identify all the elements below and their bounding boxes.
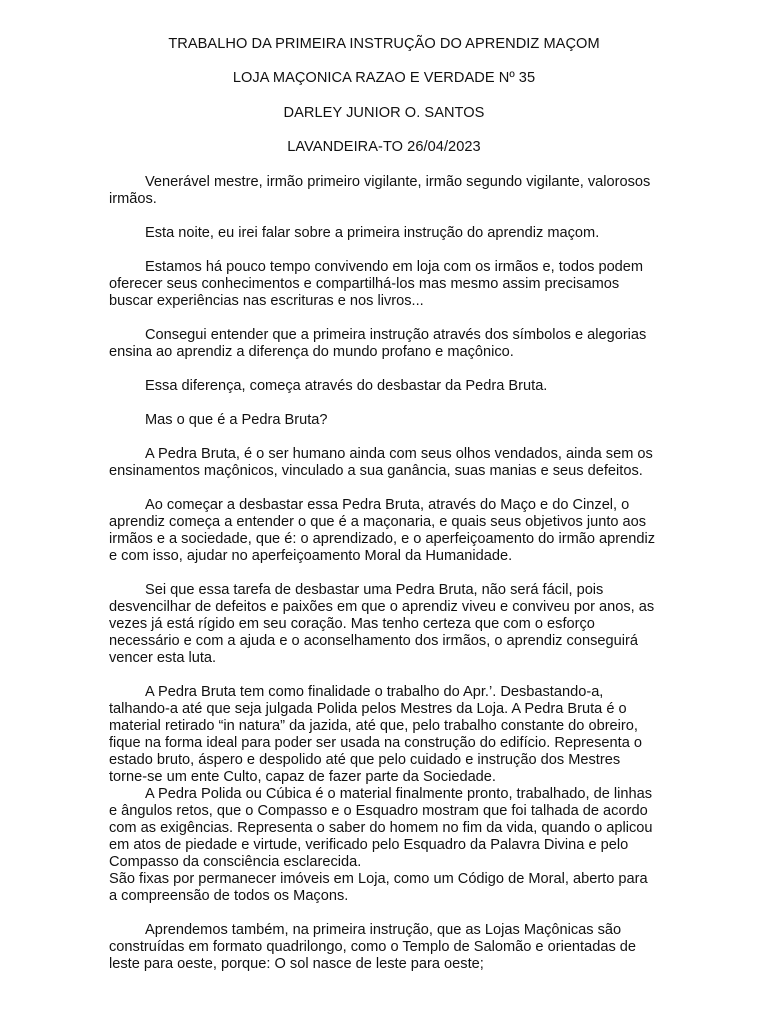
paragraph-fixed-jewels: São fixas por permanecer imóveis em Loja, como um Código de Moral, aberto para a compreensão de todos os Maçons. — [109, 871, 648, 904]
paragraph-difference: Essa diferença, começa através do desbastar da Pedra Bruta. — [145, 378, 548, 394]
paragraph-living-in-lodge: Estamos há pouco tempo convivendo em loja com os irmãos e, todos podem oferecer seus conhecimentos e compartilhá-los mas mesmo assim precisamos buscar experiências nas escrituras e nos livros... — [109, 259, 644, 309]
paragraph-greeting: Venerável mestre, irmão primeiro vigilante, irmão segundo vigilante, valorosos irmãos. — [109, 174, 651, 207]
paragraph-rough-stone-purpose: A Pedra Bruta tem como finalidade o trabalho do Apr.’. Desbastando-a, talhando-a até que seja julgada Polida pelos Mestres da Loja. A Pedra Bruta é o material retirado “in natura” da jazida, até que, pelo trabalho constante do obreiro, fique na forma ideal para poder ser usada na construção do edifício. Representa o estado bruto, áspero e despolido até que pelo cuidado e instrução dos Mestres torne-se um ente Culto, capaz de fazer parte da Sociedade. — [109, 684, 643, 785]
paragraph-intro: Esta noite, eu irei falar sobre a primeira instrução do aprendiz maçom. — [145, 225, 600, 241]
author-name: DARLEY JUNIOR O. SANTOS — [283, 105, 485, 121]
paragraph-polished-stone: A Pedra Polida ou Cúbica é o material finalmente pronto, trabalhado, de linhas e ângulos retos, que o Compasso e o Esquadro mostram que foi talhada de acordo com as exigências. Representa o saber do homem no fim da vida, quando o aplicou em atos de piedade e virtude, verificado pelo Esquadro da Palavra Divina e pelo Compasso da consciência esclarecida. — [109, 786, 653, 870]
lodge-name: LOJA MAÇONICA RAZAO E VERDADE Nº 35 — [232, 70, 536, 86]
document-title: TRABALHO DA PRIMEIRA INSTRUÇÃO DO APRENDIZ MAÇOM — [168, 36, 600, 52]
document-body — [109, 174, 657, 973]
paragraph-rough-stone-definition: A Pedra Bruta, é o ser humano ainda com seus olhos vendados, ainda sem os ensinamentos maçônicos, vinculado a sua ganância, suas manias e seus defeitos. — [109, 446, 653, 479]
paragraph-lodge-orientation: Aprendemos também, na primeira instrução, que as Lojas Maçônicas são construídas em formato quadrilongo, como o Templo de Salomão e orientadas de leste para oeste, porque: O sol nasce de leste para oeste; — [109, 922, 637, 972]
place-date: LAVANDEIRA-TO 26/04/2023 — [287, 139, 481, 155]
paragraph-symbols: Consegui entender que a primeira instrução através dos símbolos e alegorias ensina ao aprendiz a diferença do mundo profano e maçônico. — [109, 327, 647, 360]
paragraph-mallet-chisel: Ao começar a desbastar essa Pedra Bruta, através do Maço e do Cinzel, o aprendiz começa a entender o que é a maçonaria, e quais seus objetivos junto aos irmãos e a sociedade, que é: o aprendizado, e o aperfeiçoamento do irmão aprendiz e com isso, ajudar no aperfeiçoamento Moral da Humanidade. — [109, 497, 655, 564]
paragraph-question: Mas o que é a Pedra Bruta? — [145, 412, 328, 428]
paragraph-task: Sei que essa tarefa de desbastar uma Pedra Bruta, não será fácil, pois desvencilhar de defeitos e paixões em que o aprendiz viveu e conviveu por anos, as vezes já está rígido em seu coração. Mas tenho certeza que com o esforço necessário e com a ajuda e o aconselhamento dos irmãos, o aprendiz conseguirá vencer esta luta. — [109, 582, 655, 666]
